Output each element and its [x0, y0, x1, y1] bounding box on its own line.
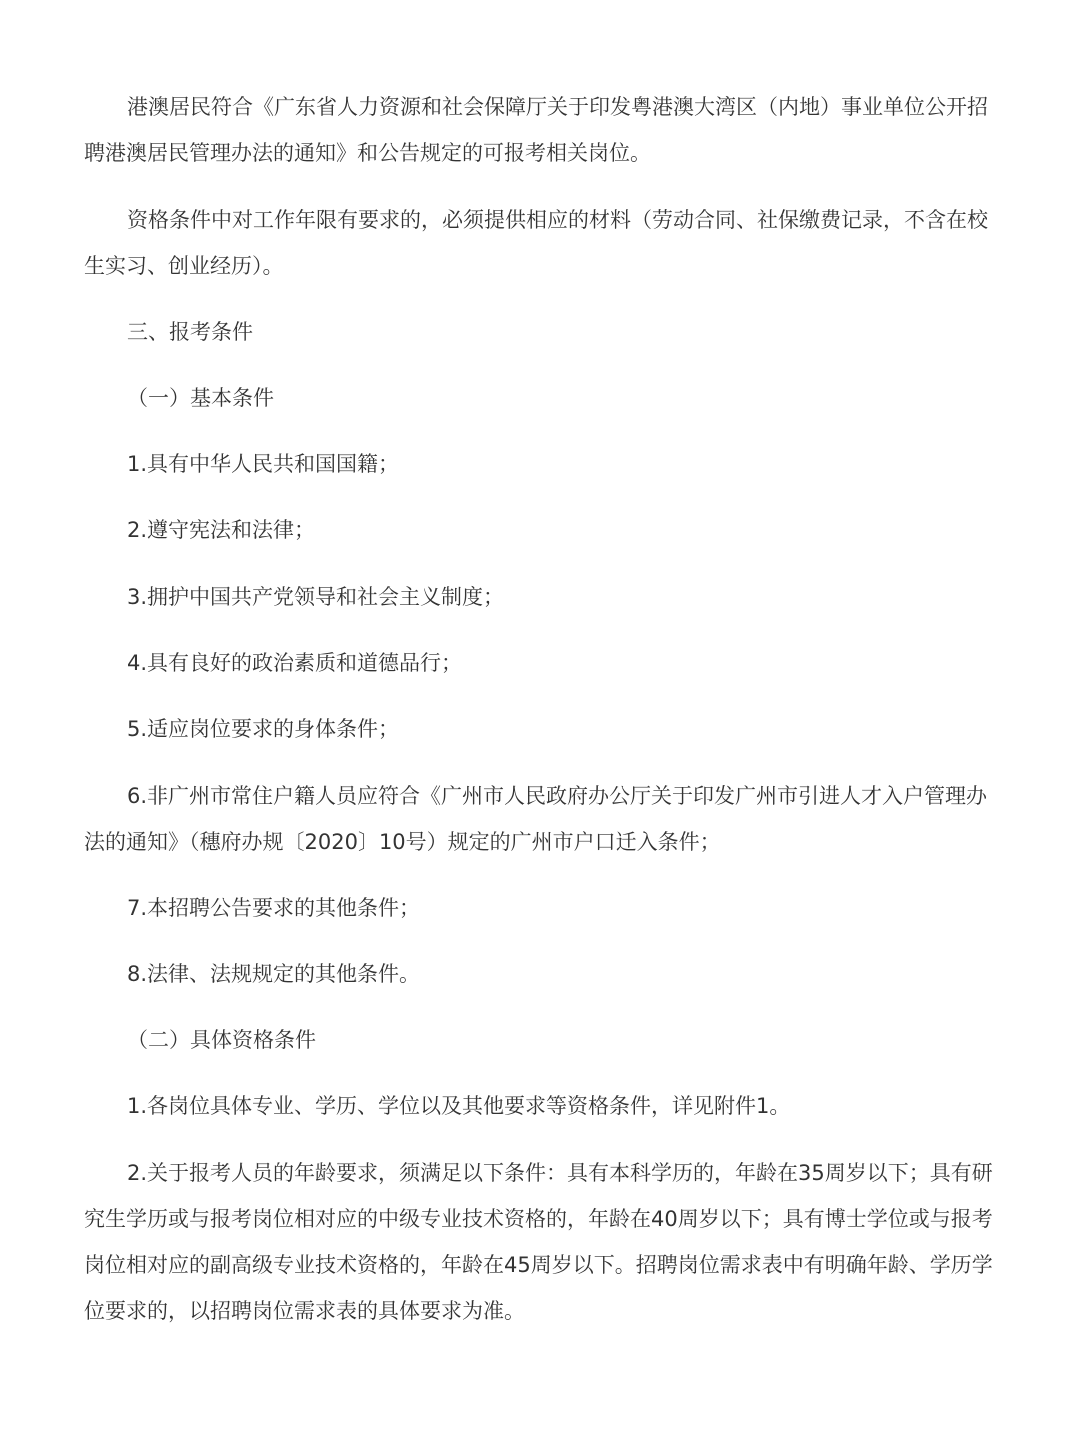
list-item-8: 8.法律、法规规定的其他条件。 [127, 962, 421, 986]
list-item-6: 6.非广州市常住户籍人员应符合《广州市人民政府办公厅关于印发广州市引进人才入户管理办法的通知》（穗府办规〔2020〕10号）规定的广州市户口迁入条件； [84, 784, 988, 854]
paragraph-hk-macau-residents: 港澳居民符合《广东省人力资源和社会保障厅关于印发粤港澳大湾区（内地）事业单位公开招聘港澳居民管理办法的通知》和公告规定的可报考相关岗位。 [84, 95, 988, 165]
list-item-2: 2.遵守宪法和法律； [127, 518, 316, 542]
specific-item-1: 1.各岗位具体专业、学历、学位以及其他要求等资格条件，详见附件1。 [127, 1094, 791, 1118]
list-item-7: 7.本招聘公告要求的其他条件； [127, 896, 421, 920]
specific-item-2: 2.关于报考人员的年龄要求，须满足以下条件：具有本科学历的，年龄在35周岁以下；具有研究生学历或与报考岗位相对应的中级专业技术资格的，年龄在40周岁以下；具有博士学位或与报考岗位相对应的副高级专业技术资格的，年龄在45周岁以下。招聘岗位需求表中有明确年龄、学历学位要求的，以招聘岗位需求表的具体要求为准。 [84, 1161, 993, 1323]
section-heading-requirements: 三、报考条件 [127, 320, 253, 344]
list-item-4: 4.具有良好的政治素质和道德品行； [127, 651, 463, 675]
list-item-1: 1.具有中华人民共和国国籍； [127, 452, 400, 476]
list-item-5: 5.适应岗位要求的身体条件； [127, 717, 400, 741]
subsection-heading-specific: （二）具体资格条件 [127, 1028, 316, 1052]
subsection-heading-basic: （一）基本条件 [127, 386, 274, 410]
paragraph-work-experience: 资格条件中对工作年限有要求的，必须提供相应的材料（劳动合同、社保缴费记录，不含在校生实习、创业经历）。 [84, 208, 988, 278]
list-item-3: 3.拥护中国共产党领导和社会主义制度； [127, 585, 505, 609]
